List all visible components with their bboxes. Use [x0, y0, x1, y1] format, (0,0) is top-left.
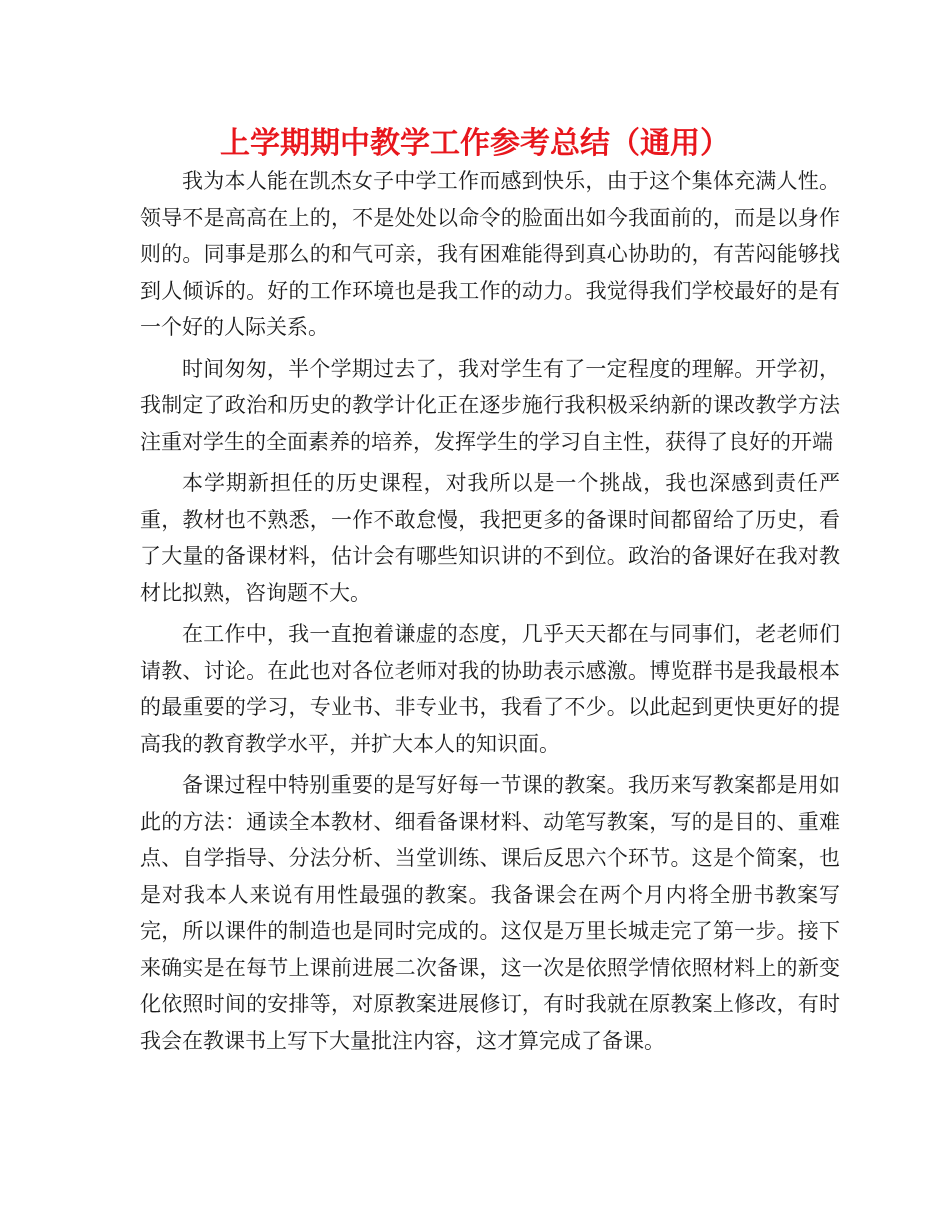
paragraph: 时间匆匆，半个学期过去了，我对学生有了一定程度的理解。开学初，我制定了政治和历史的教学计化正在逐步施行我积极采纳新的课改教学方法注重对学生的全面素养的培养，发挥学生的学习自主性，获得了良好的开端: [140, 356, 840, 454]
paragraph: 我为本人能在凯杰女子中学工作而感到快乐，由于这个集体充满人性。领导不是高高在上的，不是处处以命令的脸面出如今我面前的，而是以身作则的。同事是那么的和气可亲，我有困难能得到真心协助的，有苦闷能够找到人倾诉的。好的工作环境也是我工作的动力。我觉得我们学校最好的是有一个好的人际关系。: [140, 169, 840, 339]
paragraph: 在工作中，我一直抱着谦虚的态度，几乎天天都在与同事们，老老师们请教、讨论。在此也对各位老师对我的协助表示感激。博览群书是我最根本的最重要的学习，专业书、非专业书，我看了不少。以此起到更快更好的提高我的教育教学水平，并扩大本人的知识面。: [140, 622, 840, 756]
document-body: [140, 163, 840, 1064]
paragraph: 备课过程中特别重要的是写好每一节课的教案。我历来写教案都是用如此的方法：通读全本教材、细看备课材料、动笔写教案，写的是目的、重难点、自学指导、分法分析、当堂训练、课后反思六个环节。这是个简案，也是对我本人来说有用性最强的教案。我备课会在两个月内将全册书教案写完，所以课件的制造也是同时完成的。这仅是万里长城走完了第一步。接下来确实是在每节上课前进展二次备课，这一次是依照学情依照材料上的新变化依照时间的安排等，对原教案进展修订，有时我就在原教案上修改，有时我会在教课书上写下大量批注内容，这才算完成了备课。: [140, 773, 840, 1053]
document-title: 上学期期中教学工作参考总结（通用）: [220, 126, 730, 161]
paragraph: 本学期新担任的历史课程，对我所以是一个挑战，我也深感到责任严重，教材也不熟悉，一作不敢怠慢，我把更多的备课时间都留给了历史，看了大量的备课材料，估计会有哪些知识讲的不到位。政治的备课好在我对教材比拟熟，咨询题不大。: [140, 471, 840, 605]
